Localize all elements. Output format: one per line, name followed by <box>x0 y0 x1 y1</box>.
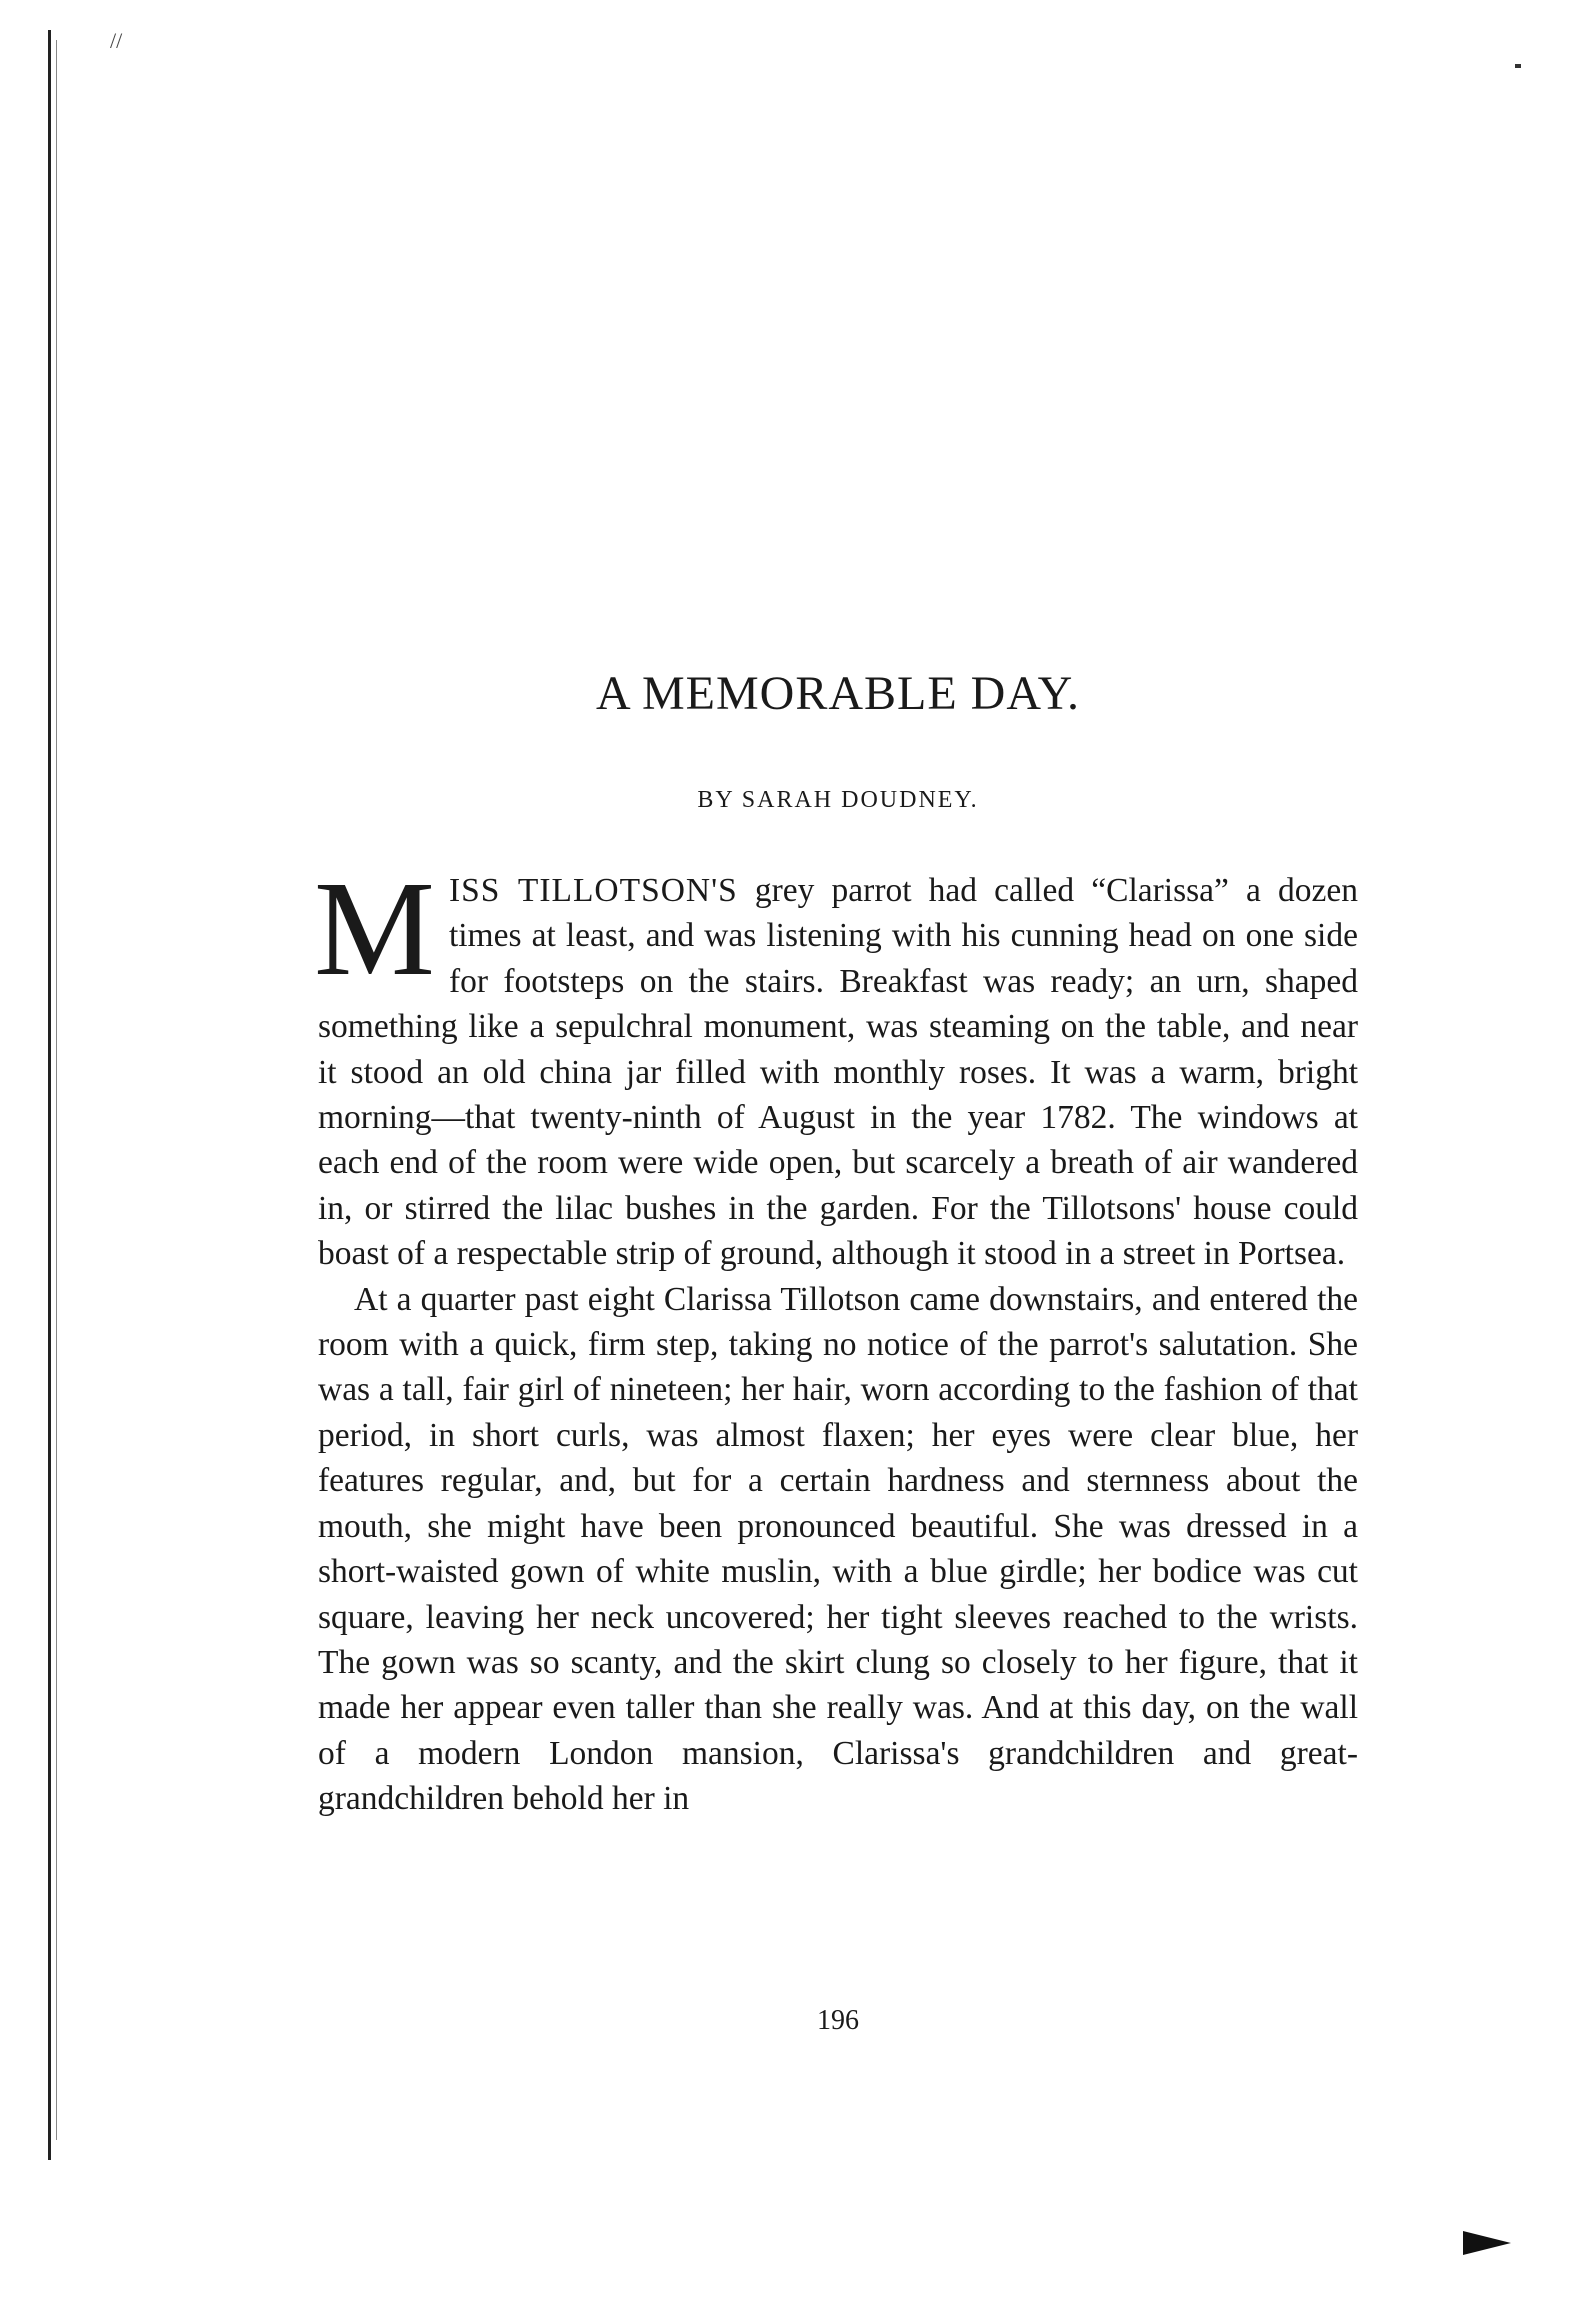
arrow-mark-icon <box>1463 2231 1511 2255</box>
paragraph-2: At a quarter past eight Clarissa Tillotson came downstairs, and entered the room with a quick, firm step, taking no notice of the parrot's salutation. She was a tall, fair girl of nineteen; her hair, worn according to the fashion of that period, in short curls, was almost flaxen; her eyes were clear blue, her features regular, and, but for a certain hardness and sternness about the mouth, she might have been pronounced beautiful. She was dressed in a short-waisted gown of white muslin, with a blue girdle; her bodice was cut square, leaving her neck uncovered; her tight sleeves reached to the wrists. The gown was so scanty, and the skirt clung so closely to her figure, that it made her appear even taller than she really was. And at this day, on the wall of a modern London mansion, Clarissa's grandchildren and great-grandchildren behold her in <box>318 1280 1358 1818</box>
page-binding-edge <box>48 30 51 2160</box>
paragraph-1-caps: ISS TILLOTSON'S <box>448 872 738 909</box>
article-title: A MEMORABLE DAY. <box>595 667 1081 720</box>
article-body <box>314 854 1359 1822</box>
drop-cap: M <box>314 854 435 1004</box>
paragraph-1-text: grey parrot had called “Clarissa” a dozen times at least, and was listening with his cunning head on one side for footsteps on the stairs. Breakfast was ready; an urn, shaped something like a sepulchral monument, was steaming on the table, and near it stood an old china jar filled with monthly roses. It was a warm, bright morning—that twenty-ninth of August in the year 1782. The windows at each end of the room were wide open, but scarcely a breath of air wandered in, or stirred the lilac bushes in the garden. For the Tillotsons' house could boast of a respectable strip of ground, although it stood in a street in Portsea. <box>318 872 1359 1273</box>
article-author: BY SARAH DOUDNEY. <box>697 787 979 813</box>
page-number: 196 <box>817 2005 859 2036</box>
page-binding-shadow <box>56 40 57 2140</box>
paragraph-1 <box>314 854 1359 1277</box>
margin-mark: // <box>110 28 123 53</box>
corner-mark <box>1515 64 1521 68</box>
